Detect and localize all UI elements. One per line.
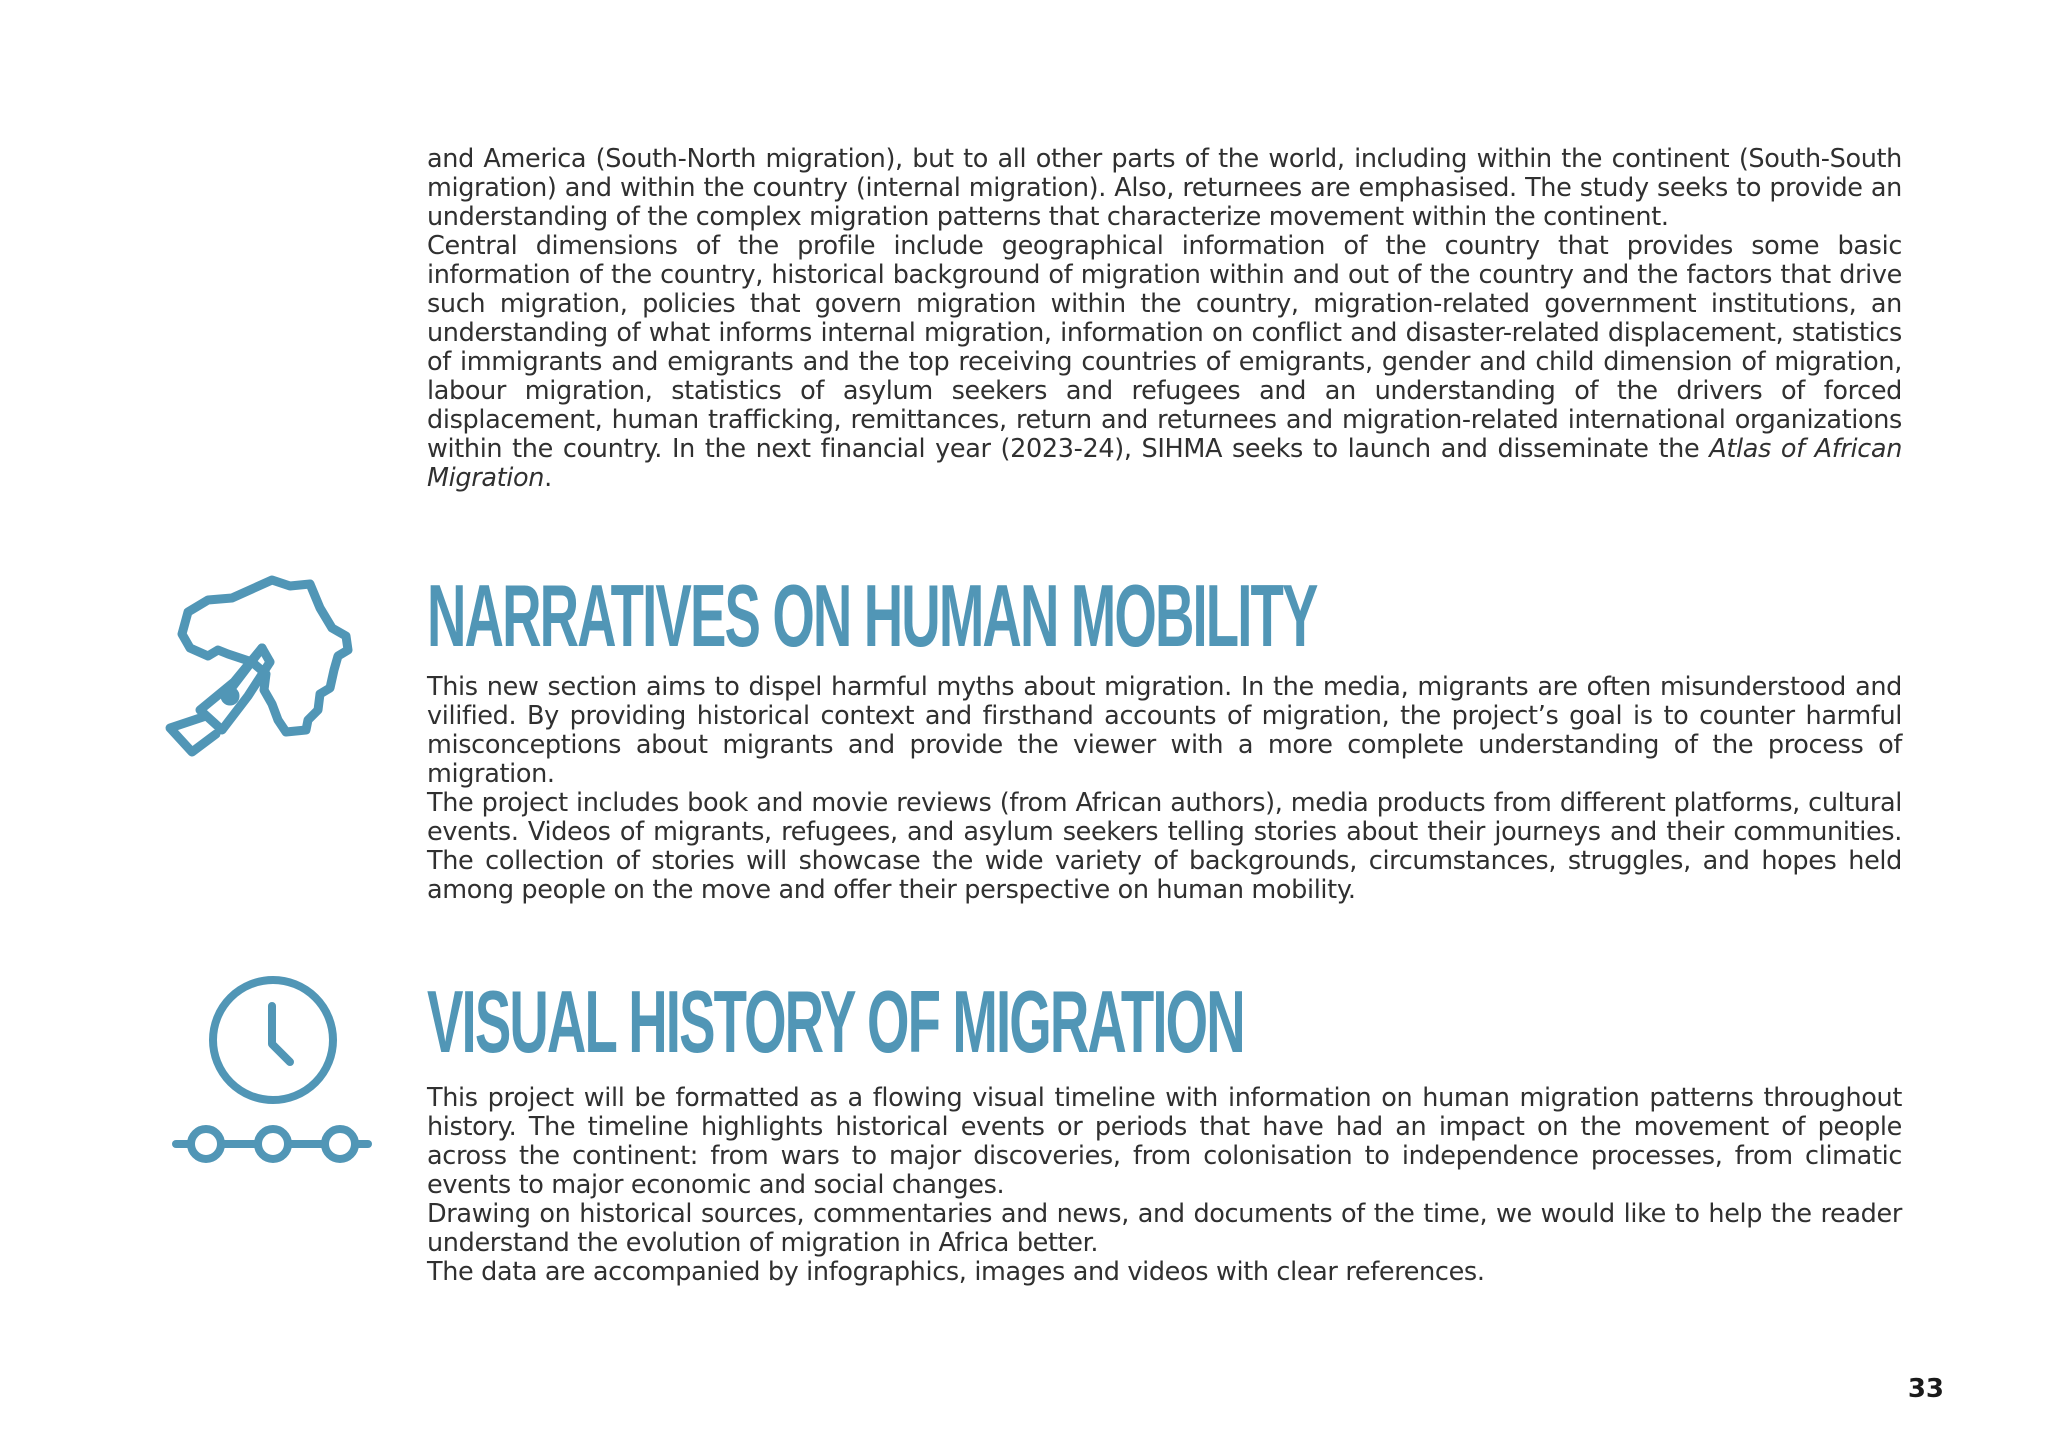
section-heading-visual-history	[427, 972, 1744, 1071]
atlas-title: Atlas of African Migration	[427, 434, 1903, 493]
narratives-paragraph-1: This new section aims to dispel harmful myths about migration. In the media, migrants are often misunderstood and vilified. By providing historical context and firsthand accounts of migration, the project’s goal is to counter harmful misconceptions about migrants and provide the viewer with a more complete understanding of the process of migration.	[427, 672, 1902, 789]
visual-history-paragraph-3: The data are accompanied by infographics, images and videos with clear references.	[427, 1257, 1485, 1287]
africa-pen-icon	[160, 570, 390, 765]
visual-history-paragraph-2: Drawing on historical sources, commentaries and news, and documents of the time, we would like to help the reader understand the evolution of migration in Africa better.	[427, 1199, 1902, 1258]
clock-timeline-icon	[168, 972, 378, 1172]
intro-paragraph-2-end: .	[544, 463, 552, 493]
intro-paragraph-2-text: Central dimensions of the profile include geographical information of the country that provides some basic information of the country, historical background of migration within and out of the country and the factors that drive such migration, policies that govern migration within the country, migration-related government institutions, an understanding of what informs internal migration, information on conflict and disaster-related displacement, statistics of immigrants and emigrants and the top receiving countries of emigrants, gender and child dimension of migration, labour migration, statistics of asylum seekers and refugees and an understanding of the drivers of forced displacement, human trafficking, remittances, return and returnees and migration-related international organizations within the country. In the next financial year (2023-24), SIHMA seeks to launch and disseminate the	[427, 231, 1902, 464]
section-body-visual-history	[427, 1084, 1902, 1287]
intro-text	[427, 145, 1902, 493]
section-body-narratives	[427, 673, 1902, 905]
intro-paragraph-1: and America (South-North migration), but to all other parts of the world, including within the continent (South-South migration) and within the country (internal migration). Also, returnees are emphasised. The study seeks to provide an understanding of the complex migration patterns that characterize movement within the continent.	[427, 144, 1902, 232]
section-title: VISUAL HISTORY OF MIGRATION	[427, 972, 1244, 1071]
narratives-paragraph-2: The project includes book and movie reviews (from African authors), media products from different platforms, cultural events. Videos of migrants, refugees, and asylum seekers telling stories about their journeys and their communities. The collection of stories will showcase the wide variety of backgrounds, circumstances, struggles, and hopes held among people on the move and offer their perspective on human mobility.	[427, 788, 1902, 905]
visual-history-paragraph-1: This project will be formatted as a flowing visual timeline with information on human migration patterns throughout history. The timeline highlights historical events or periods that have had an impact on the movement of people across the continent: from wars to major discoveries, from colonisation to independence processes, from climatic events to major economic and social changes.	[427, 1083, 1902, 1200]
section-heading-narratives	[427, 566, 1862, 665]
page-number: 33	[1907, 1374, 1944, 1404]
intro-paragraph-2	[427, 232, 1902, 493]
section-title: NARRATIVES ON HUMAN MOBILITY	[427, 566, 1317, 665]
